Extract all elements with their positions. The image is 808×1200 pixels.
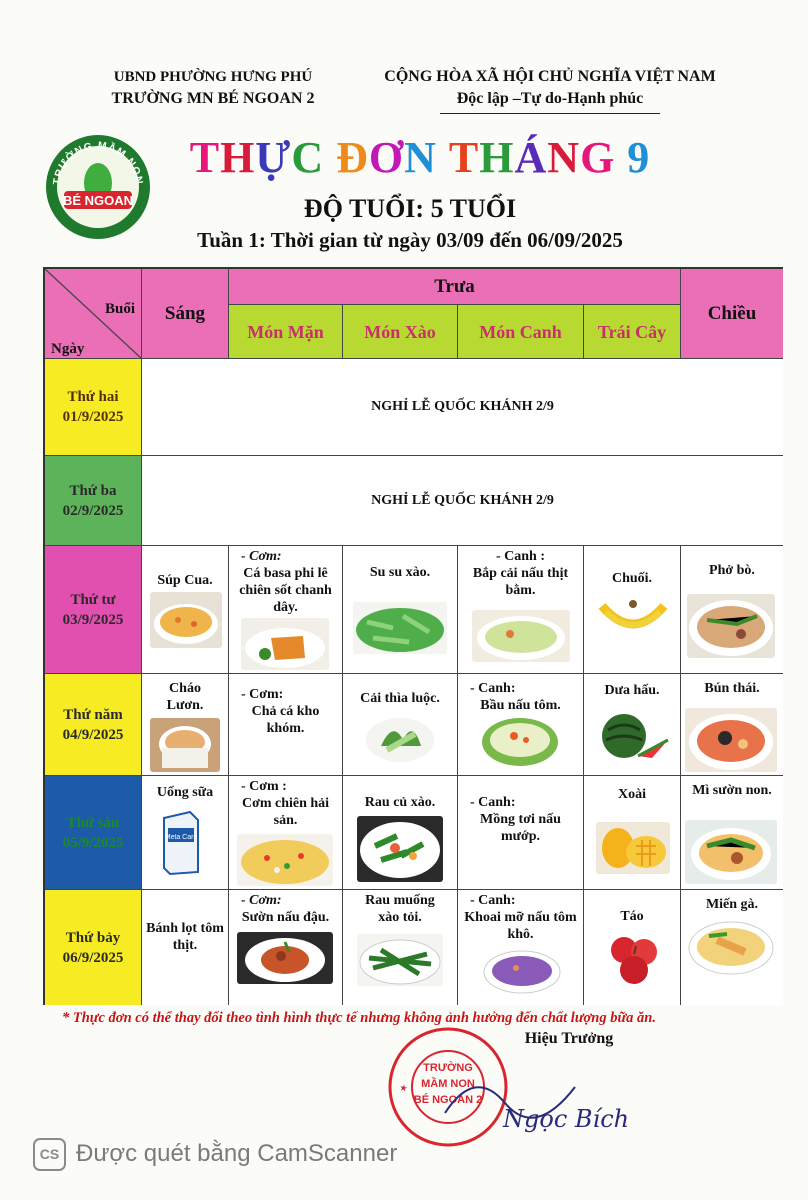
logo-arc-text: TRƯỜNG MẦM NON bbox=[50, 139, 146, 186]
national-title: CỘNG HÒA XÃ HỘI CHỦ NGHĨA VIỆT NAM bbox=[384, 68, 716, 85]
dish-sang: Cháo Lươn. bbox=[166, 681, 204, 713]
title-letter: T bbox=[189, 133, 221, 182]
title-letter: 9 bbox=[627, 133, 651, 182]
dish-chieu: Phở bò. bbox=[709, 563, 755, 578]
dish-trai-cay: Táo bbox=[620, 909, 644, 924]
holiday-text: NGHỈ LỄ QUỐC KHÁNH 2/9 bbox=[371, 492, 554, 508]
dish-name: Cơm chiên hải sản. bbox=[241, 796, 330, 828]
dish-canh bbox=[458, 678, 583, 716]
signature bbox=[455, 1105, 655, 1133]
cell-sang-thu-sau bbox=[142, 776, 229, 890]
cell-sang-thu-bay bbox=[142, 890, 229, 1005]
cell-chieu-thu-bay bbox=[681, 890, 783, 1005]
dish-name: Sườn nấu đậu. bbox=[241, 910, 330, 925]
cell-chieu-thu-tu bbox=[681, 546, 783, 674]
title-letter: Á bbox=[514, 133, 548, 182]
banana-image bbox=[596, 598, 670, 636]
dish-canh bbox=[458, 546, 583, 601]
cell-canh-thu-tu bbox=[458, 546, 584, 674]
corner-header bbox=[45, 269, 142, 359]
header-mon-xao bbox=[343, 305, 458, 359]
ward-name: UBND PHƯỜNG HƯNG PHÚ bbox=[113, 69, 313, 85]
title-letter: N bbox=[547, 133, 581, 182]
corner-buoi: Buổi bbox=[104, 301, 135, 317]
dish-xao: Rau củ xào. bbox=[364, 795, 436, 810]
dish-xao: Rau muống xào tỏi. bbox=[365, 893, 435, 925]
day-date: 05/9/2025 bbox=[62, 834, 124, 851]
header-chieu-label: Chiều bbox=[707, 302, 757, 324]
milk-box-image bbox=[160, 810, 202, 876]
cell-chieu-thu-sau bbox=[681, 776, 783, 890]
dish-man bbox=[229, 684, 342, 739]
menu-footnote: * Thực đơn có thể thay đổi theo tình hình thực tế nhưng không ảnh hưởng đến chất lượng bữa ăn. bbox=[62, 1010, 656, 1026]
cell-xao-thu-tu bbox=[343, 546, 458, 674]
cabbage-soup-image bbox=[472, 610, 570, 662]
corner-ngay: Ngày bbox=[51, 341, 85, 357]
camscanner-logo-icon: CS bbox=[33, 1138, 66, 1171]
cell-canh-thu-bay bbox=[458, 890, 584, 1005]
dish-xao: Su su xào. bbox=[369, 565, 431, 580]
title-letter: Ơ bbox=[368, 133, 405, 182]
dish-lead: - Cơm: bbox=[241, 549, 282, 564]
chicken-noodle-image bbox=[687, 916, 775, 976]
dish-lead: - Canh: bbox=[470, 795, 516, 810]
menu-table bbox=[43, 267, 783, 1005]
cell-canh-thu-nam bbox=[458, 674, 584, 776]
title-letter bbox=[437, 128, 449, 188]
day-cell-thu-sau bbox=[45, 776, 142, 890]
thai-noodle-image bbox=[685, 708, 777, 772]
header-mon-xao-label: Món Xào bbox=[364, 321, 436, 342]
dish-man bbox=[229, 546, 342, 618]
cell-trai-cay-thu-sau bbox=[584, 776, 681, 890]
motto-underline bbox=[440, 113, 660, 114]
dish-name: Cá basa phi lê chiên sốt chanh dây. bbox=[239, 566, 332, 615]
header-chieu bbox=[681, 269, 783, 359]
camscanner-watermark bbox=[33, 1137, 483, 1171]
signature-name: Ngọc Bích bbox=[503, 1105, 630, 1133]
dish-trai-cay: Dưa hấu. bbox=[604, 683, 660, 698]
day-name: Thứ sáu bbox=[66, 814, 120, 831]
cell-trai-cay-thu-tu bbox=[584, 546, 681, 674]
school-header bbox=[78, 66, 348, 110]
cell-trai-cay-thu-bay bbox=[584, 890, 681, 1005]
day-name: Thứ bảy bbox=[65, 929, 121, 946]
dish-lead: - Canh : bbox=[495, 549, 545, 564]
title-letter: H bbox=[220, 133, 256, 182]
dish-man bbox=[229, 776, 342, 831]
header-mon-canh-label: Món Canh bbox=[479, 321, 562, 342]
dish-lead: - Cơm: bbox=[241, 687, 284, 702]
dish-chieu: Miến gà. bbox=[705, 897, 759, 912]
dish-name: Mồng tơi nấu mướp. bbox=[480, 812, 561, 844]
holiday-row-1 bbox=[142, 359, 783, 456]
cell-trai-cay-thu-nam bbox=[584, 674, 681, 776]
soup-image bbox=[150, 592, 222, 648]
fish-image bbox=[241, 618, 329, 670]
rib-bean-image bbox=[237, 932, 333, 984]
cell-sang-thu-tu bbox=[142, 546, 229, 674]
week-range: Tuần 1: Thời gian từ ngày 03/09 đến 06/09/2025 bbox=[197, 228, 623, 252]
day-name: Thứ hai bbox=[67, 389, 119, 405]
dish-lead: - Cơm : bbox=[241, 779, 287, 794]
dish-sang: Uống sữa bbox=[156, 785, 214, 800]
watermelon-image bbox=[598, 710, 670, 762]
holiday-text: NGHỈ LỄ QUỐC KHÁNH 2/9 bbox=[371, 399, 554, 414]
header-trua-label: Trưa bbox=[434, 275, 475, 297]
age-group: ĐỘ TUỔI: 5 TUỔI bbox=[303, 194, 517, 223]
stamp-line-1: TRƯỜNG bbox=[423, 1062, 473, 1074]
dish-xao: Cải thìa luộc. bbox=[360, 691, 440, 706]
cell-xao-thu-sau bbox=[343, 776, 458, 890]
header-trai-cay-label: Trái Cây bbox=[597, 321, 667, 342]
day-cell-thu-bay bbox=[45, 890, 142, 1005]
day-date: 02/9/2025 bbox=[62, 502, 124, 519]
dish-canh bbox=[458, 890, 583, 945]
stamp-line-3: BÉ NGOAN 2 bbox=[413, 1094, 483, 1106]
day-name: Thứ năm bbox=[63, 706, 123, 723]
dish-trai-cay: Chuối. bbox=[611, 571, 653, 586]
dish-canh bbox=[458, 792, 583, 847]
day-name: Thứ tư bbox=[70, 591, 116, 608]
fried-rice-image bbox=[237, 834, 333, 886]
school-name: TRƯỜNG MN BÉ NGOAN 2 bbox=[111, 90, 315, 107]
dish-lead: - Canh: bbox=[470, 893, 516, 908]
porridge-image bbox=[150, 718, 220, 772]
water-spinach-image bbox=[357, 934, 443, 986]
milk-box-label: Meta Care bbox=[164, 834, 198, 841]
stamp-line-2: MẦM NON bbox=[421, 1078, 475, 1090]
title-letter: H bbox=[479, 133, 515, 182]
header-trua bbox=[229, 269, 681, 305]
camscanner-text: Được quét bằng CamScanner bbox=[76, 1140, 398, 1167]
dish-lead: - Canh: bbox=[470, 681, 516, 696]
cell-xao-thu-nam bbox=[343, 674, 458, 776]
menu-title bbox=[160, 128, 680, 188]
gourd-soup-image bbox=[480, 712, 560, 768]
header-mon-man bbox=[229, 305, 343, 359]
header-sang bbox=[142, 269, 229, 359]
cell-xao-thu-bay bbox=[343, 890, 458, 1005]
national-motto: Độc lập –Tự do-Hạnh phúc bbox=[456, 90, 644, 107]
mango-image bbox=[596, 822, 670, 874]
pho-image bbox=[687, 594, 775, 658]
svg-text:★: ★ bbox=[397, 1082, 410, 1094]
dish-name: Khoai mỡ nấu tôm khô. bbox=[464, 910, 577, 942]
day-cell-thu-hai bbox=[45, 359, 142, 456]
title-letter: C bbox=[291, 133, 325, 182]
chayote-image bbox=[353, 602, 447, 654]
dish-name: Bầu nấu tôm. bbox=[480, 698, 561, 713]
cell-man-thu-nam bbox=[229, 674, 343, 776]
cell-chieu-thu-nam bbox=[681, 674, 783, 776]
dish-trai-cay: Xoài bbox=[618, 787, 646, 802]
day-cell-thu-ba bbox=[45, 456, 142, 546]
title-letter: T bbox=[448, 133, 480, 182]
day-cell-thu-nam bbox=[45, 674, 142, 776]
title-letter: Đ bbox=[336, 133, 369, 182]
header-mon-canh bbox=[458, 305, 584, 359]
dish-sang: Bánh lọt tôm thịt. bbox=[146, 921, 224, 953]
header-trai-cay bbox=[584, 305, 681, 359]
day-date: 06/9/2025 bbox=[62, 949, 124, 966]
title-letter bbox=[615, 128, 627, 188]
dish-chieu: Mì sườn non. bbox=[692, 783, 772, 798]
holiday-row-2 bbox=[142, 456, 783, 546]
national-header bbox=[365, 66, 735, 114]
title-letter: N bbox=[404, 133, 437, 182]
logo-name: BÉ NGOAN bbox=[62, 193, 134, 208]
bok-choy-image bbox=[363, 710, 437, 766]
header-sang-label: Sáng bbox=[164, 302, 206, 324]
dish-name: Chả cá kho khóm. bbox=[251, 704, 320, 736]
rib-noodle-image bbox=[685, 820, 777, 884]
cell-canh-thu-sau bbox=[458, 776, 584, 890]
stirfry-veg-image bbox=[357, 816, 443, 882]
day-date: 01/9/2025 bbox=[62, 409, 124, 425]
dish-name: Bắp cải nấu thịt bằm. bbox=[472, 566, 569, 598]
apple-image bbox=[606, 930, 660, 988]
cell-sang-thu-nam bbox=[142, 674, 229, 776]
header-mon-man-label: Món Mặn bbox=[247, 321, 324, 342]
title-letter: G bbox=[580, 133, 616, 182]
cell-man-thu-bay bbox=[229, 890, 343, 1005]
day-date: 04/9/2025 bbox=[62, 726, 124, 743]
taro-soup-image bbox=[482, 946, 562, 994]
dish-sang: Súp Cua. bbox=[157, 573, 213, 588]
principal-title: Hiệu Trưởng bbox=[524, 1030, 614, 1047]
day-cell-thu-tu bbox=[45, 546, 142, 674]
dish-man bbox=[229, 890, 342, 928]
cell-man-thu-sau bbox=[229, 776, 343, 890]
title-letter: Ự bbox=[255, 133, 292, 182]
title-letter bbox=[324, 128, 336, 188]
cell-man-thu-tu bbox=[229, 546, 343, 674]
day-name: Thứ ba bbox=[69, 482, 117, 499]
dish-chieu: Bún thái. bbox=[704, 681, 760, 696]
dish-lead: - Cơm: bbox=[241, 893, 282, 908]
day-date: 03/9/2025 bbox=[62, 611, 124, 628]
